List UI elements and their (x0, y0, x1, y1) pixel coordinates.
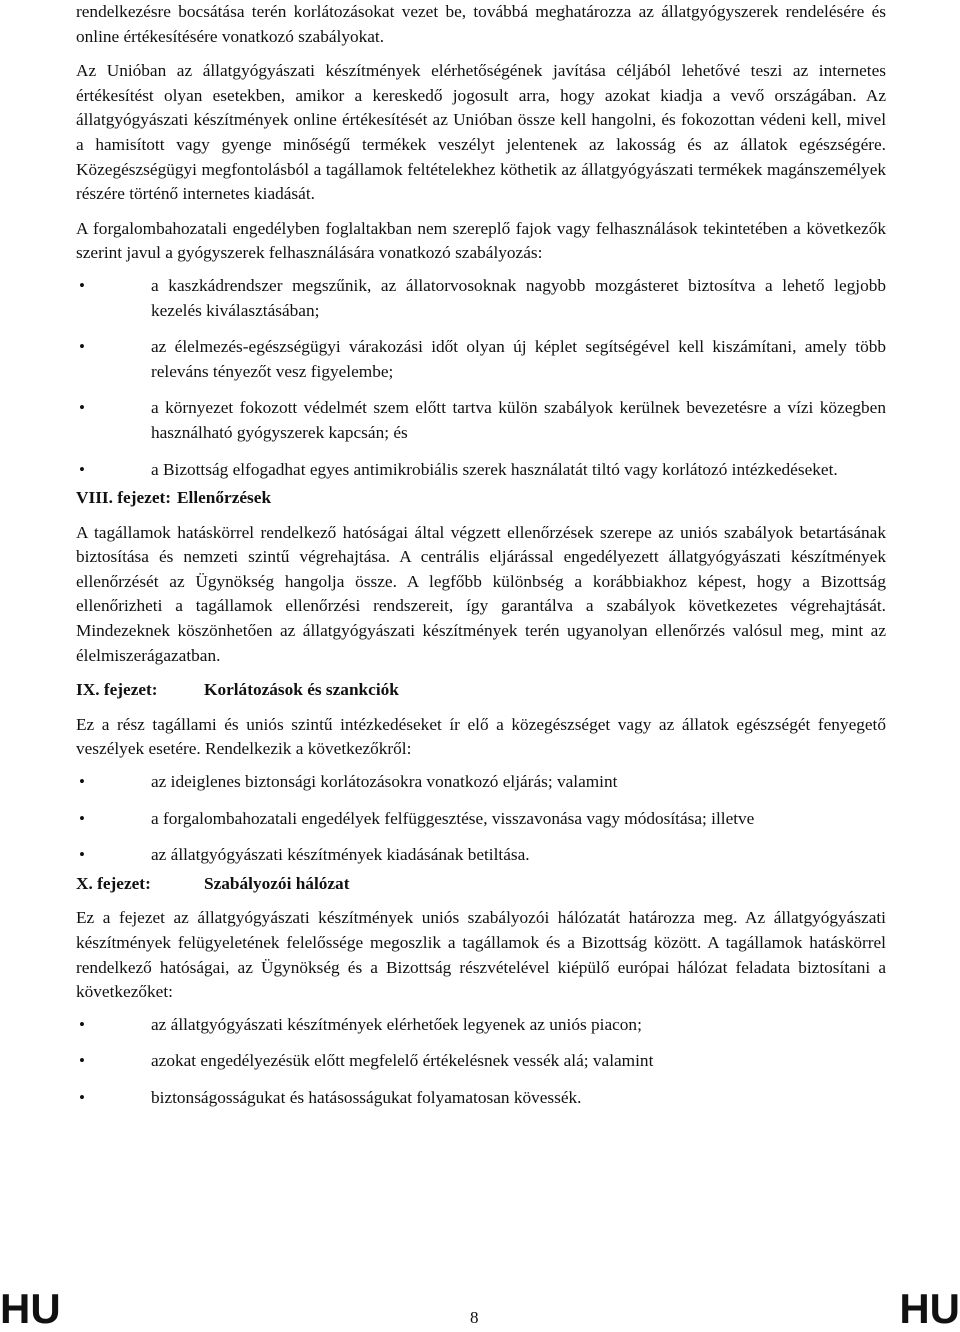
list-item: • a környezet fokozott védelmét szem előtt tartva külön szabályok kerülnek bevezetésre a vízi közegben használható gyógyszerek kapcsán; és (79, 398, 886, 442)
bullet-icon: • (79, 1087, 85, 1107)
paragraph-2: Az Unióban az állatgyógyászati készítmények elérhetőségének javítása céljából lehetővé teszi az internetes értékesítést olyan esetekben, amikor a kereskedő jogosult arra, hogy azokat kiadja a vevő országában. Az állatgyógyászati készítmények online értékesítését az Unióban össze kell hangolni, és fokozottan védeni kell, mivel a hamisított vagy gyenge minőségű termékek veszélyt jelentenek az lakosság és az állatok egészségére. Közegészségügyi megfontolásból a tagállamok feltételekhez köthetik az állatgyógyászati termékek magánszemélyek részére történő internetes kiadását. (76, 61, 886, 204)
page-number: 8 (470, 1308, 479, 1327)
bullet-icon: • (79, 398, 85, 418)
bullet-icon: • (79, 1051, 85, 1071)
paragraph-1: rendelkezésre bocsátása terén korlátozásokat vezet be, továbbá meghatározza az állatgyógyszerek rendelésére és online értékesítésére vonatkozó szabályokat. (76, 2, 886, 46)
bullet-icon: • (79, 845, 85, 865)
bullet-list-1 (76, 274, 886, 482)
section-heading-viii: VIII. fejezet: Ellenőrzések (76, 488, 272, 508)
bullet-icon: • (79, 337, 85, 357)
list-item: • biztonságosságukat és hatásosságukat folyamatosan kövessék. (76, 1086, 886, 1111)
section-viii-text: A tagállamok hatáskörrel rendelkező hatóságai által végzett ellenőrzések szerepe az uniós szabályok betartásának biztosítása és nemzeti szintű végrehajtása. A centrális eljárással engedélyezett állatgyógyászati készítmények ellenőrzését az Ügynökség hangolja össze. A legfőbb különbség a korábbiakhoz képest, hogy a Bizottság ellenőrizheti a tagállamok ellenőrzési rendszereit, így garantálva a szabályok következetes végrehajtását. Mindezeknek köszönhetően az állatgyógyászati készítmények terén ugyanolyan ellenőrzés valósul meg, mint az élelmiszerágazatban. (76, 522, 886, 665)
bullet-icon: • (79, 275, 85, 295)
list-item: • a Bizottság elfogadhat egyes antimikrobiális szerek használatát tiltó vagy korlátozó intézkedéseket. (76, 458, 886, 483)
bullet-icon: • (79, 459, 85, 479)
list-item: • azokat engedélyezésük előtt megfelelő értékelésnek vessék alá; valamint (76, 1049, 886, 1074)
bullet-list-x (76, 1013, 886, 1111)
list-item: • a forgalombahozatali engedélyek felfüggesztése, visszavonása vagy módosítása; illetve (76, 807, 886, 832)
list-item: • a kaszkádrendszer megszűnik, az állatorvosoknak nagyobb mozgásteret biztosítva a lehető legjobb kezelés kiválasztásában; (79, 275, 886, 320)
bullet-list-ix (76, 770, 886, 868)
list-item: • az állatgyógyászati készítmények elérhetőek legyenek az uniós piacon; (76, 1013, 886, 1038)
list-item: • az ideiglenes biztonsági korlátozásokra vonatkozó eljárás; valamint (76, 770, 886, 795)
document-page (76, 0, 886, 1123)
footer-language-right: HU (899, 1285, 960, 1332)
footer-language-left: HU (0, 1285, 61, 1332)
list-item: • az élelmezés-egészségügyi várakozási időt olyan új képlet segítségével kell kiszámítani, amely több releváns tényezőt vesz figyelembe; (79, 337, 886, 381)
section-x-text: Ez a fejezet az állatgyógyászati készítmények uniós szabályozói hálózatát határozza meg. Az állatgyógyászati készítmények felügyeletének felelőssége megoszlik a tagállamok és a Bizottság között. A tagállamok hatáskörrel rendelkező hatóságai, az Ügynökség és a Bizottság részvételével kiépülő európai hálózat feladata biztosítani a következőket: (76, 908, 886, 1002)
paragraph-3: A forgalombahozatali engedélyben foglaltakban nem szereplő fajok vagy felhasználások tekintetében a következők szerint javul a gyógyszerek felhasználására vonatkozó szabályozás: (76, 218, 886, 263)
section-ix-text: Ez a rész tagállami és uniós szintű intézkedéseket ír elő a közegészséget vagy az állatok egészségét fenyegető veszélyek esetére. Rendelkezik a következőkről: (76, 714, 886, 759)
bullet-icon: • (79, 1014, 85, 1034)
list-item: • az állatgyógyászati készítmények kiadásának betiltása. (76, 843, 886, 868)
section-heading-x: X. fejezet: Szabályozói hálózat (76, 873, 350, 893)
bullet-icon: • (79, 808, 85, 828)
bullet-icon: • (79, 772, 85, 792)
section-heading-ix: IX. fejezet: Korlátozások és szankciók (76, 680, 399, 700)
